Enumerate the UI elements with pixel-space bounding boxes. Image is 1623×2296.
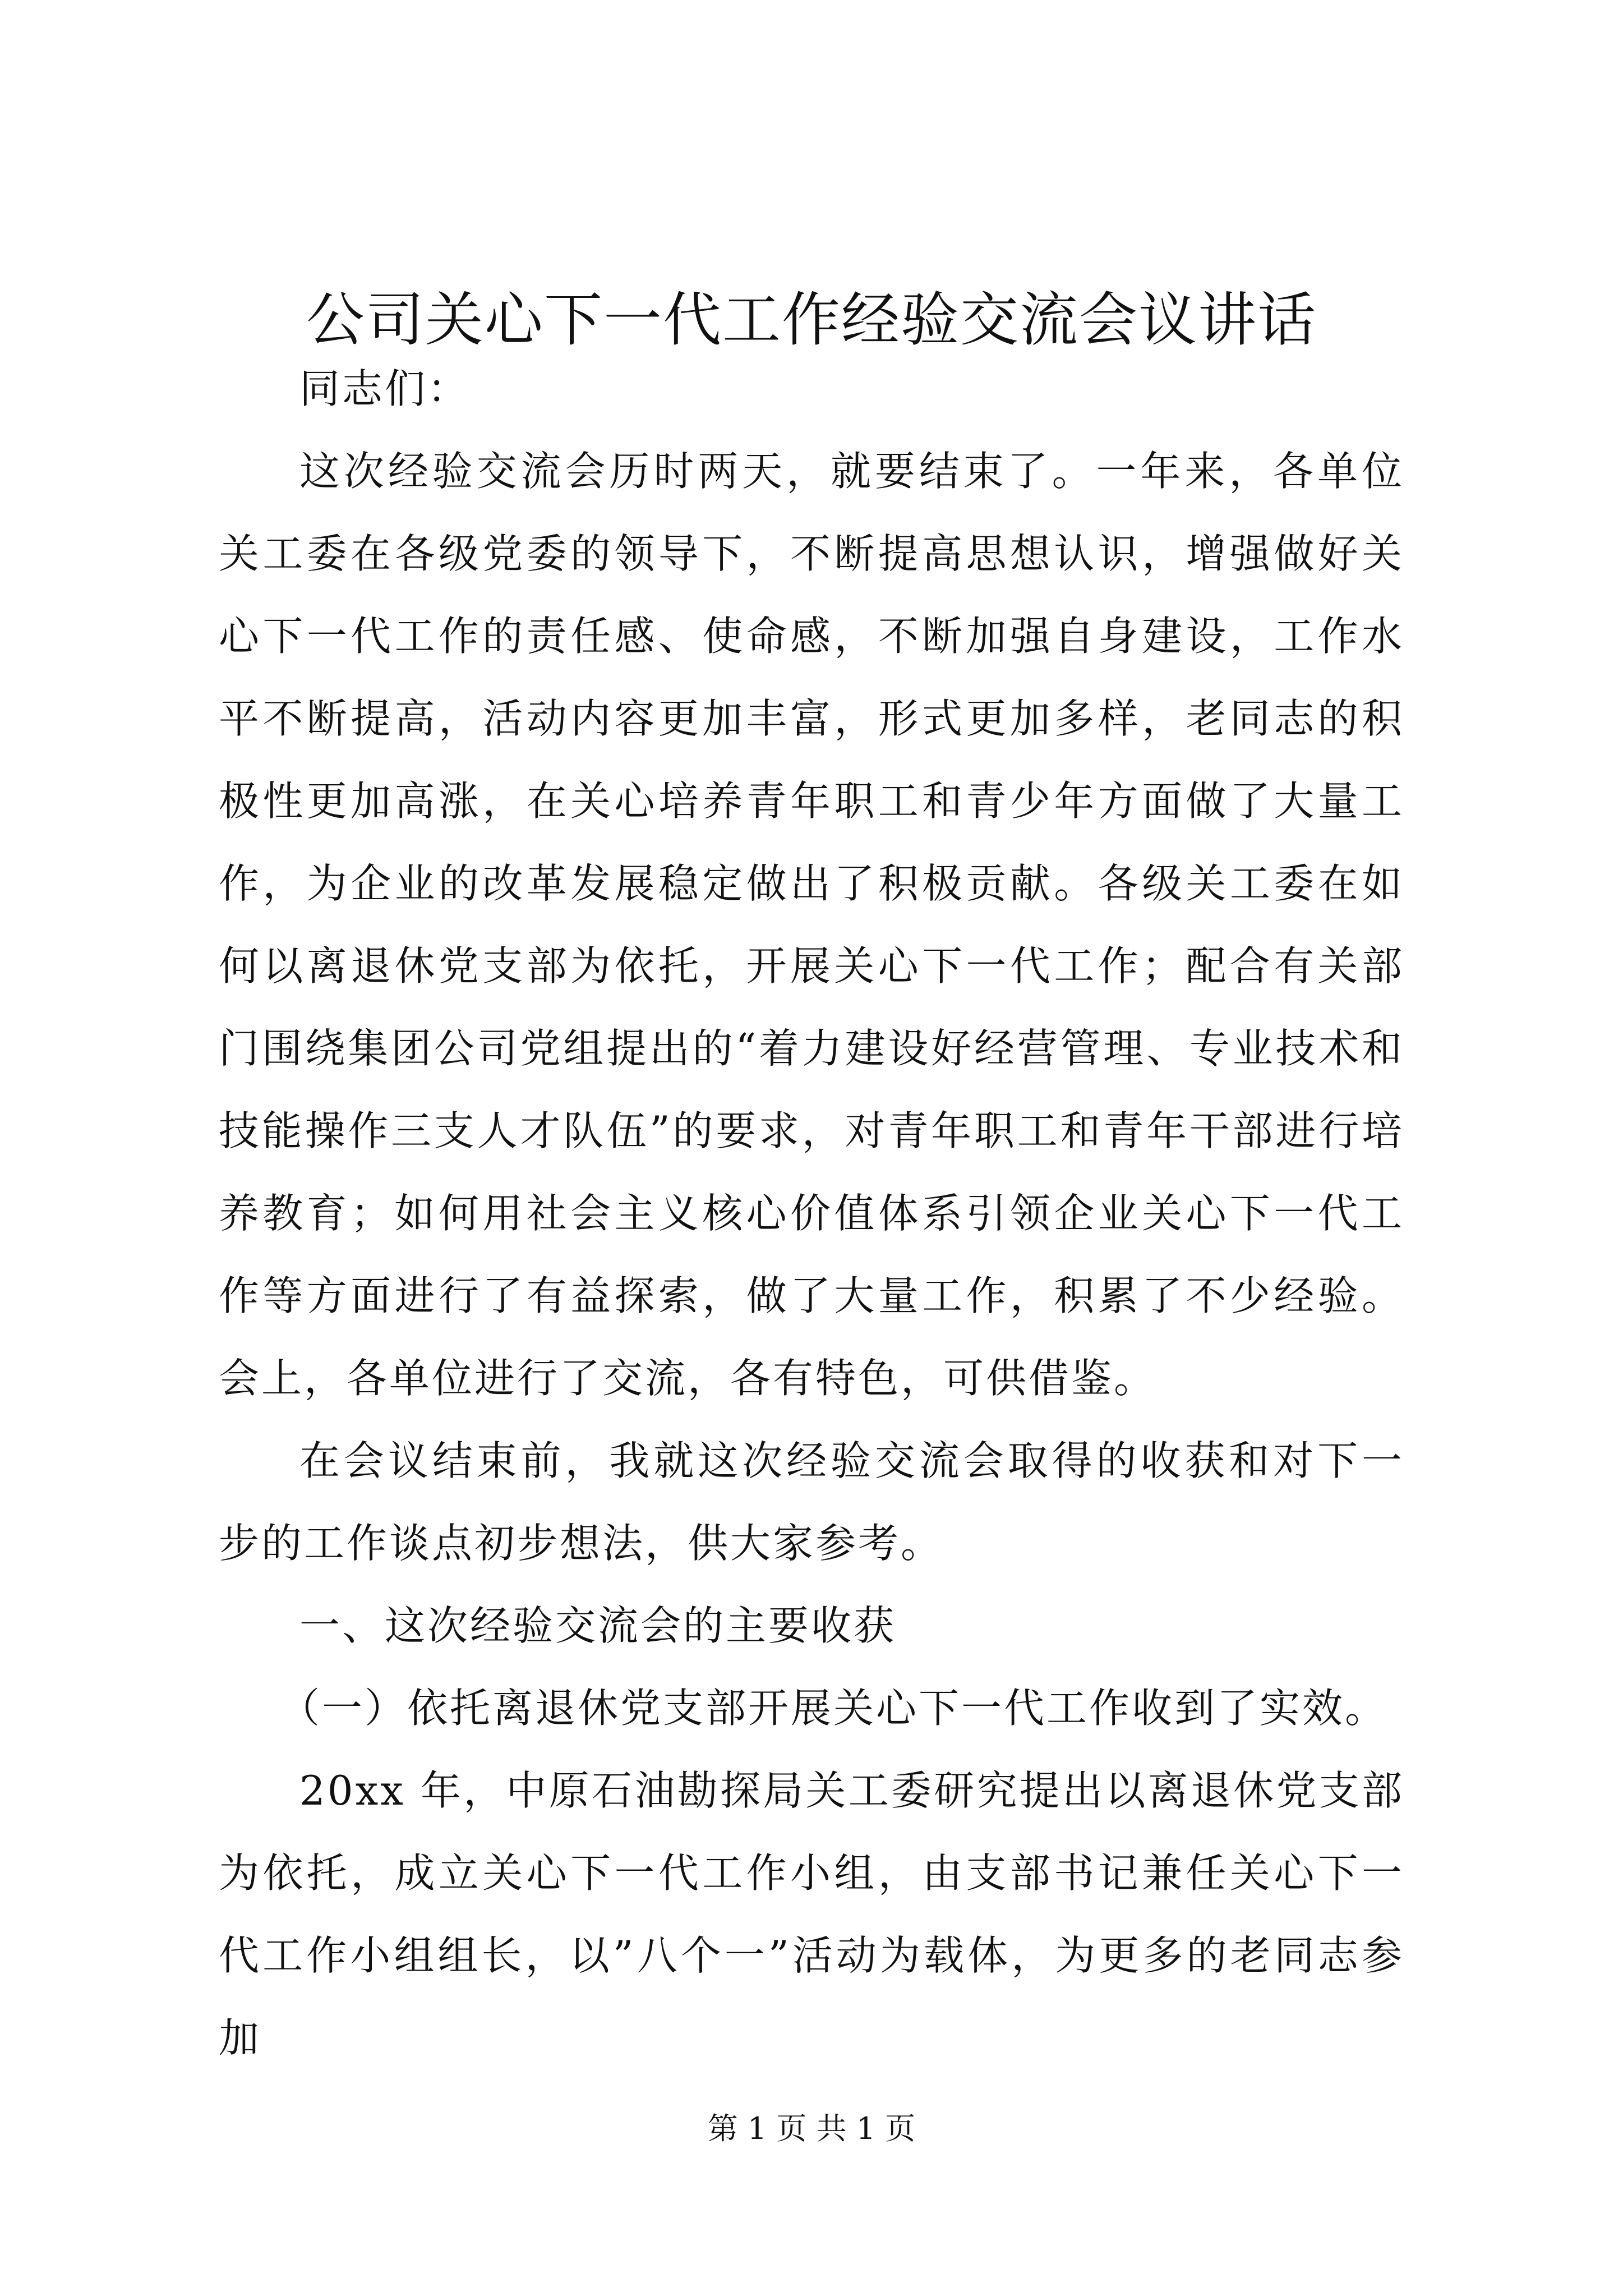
subsection-paragraph-1: 20xx 年，中原石油勘探局关工委研究提出以离退休党支部为依托，成立关心下一代工作小组，由支部书记兼任关心下一代工作小组组长，以”八个一”活动为载体，为更多的老同志参加	[219, 1767, 1404, 2062]
intro-paragraph: 这次经验交流会历时两天，就要结束了。一年来，各单位关工委在各级党委的领导下，不断提高思想认识，增强做好关心下一代工作的责任感、使命感，不断加强自身建设，工作水平不断提高，活动内容更加丰富，形式更加多样，老同志的积极性更加高涨，在关心培养青年职工和青少年方面做了大量工作，为企业的改革发展稳定做出了积极贡献。各级关工委在如何以离退休党支部为依托，开展关心下一代工作；配合有关部门围绕集团公司党组提出的“着力建设好经营管理、专业技术和技能操作三支人才队伍”的要求，对青年职工和青年干部进行培养教育；如何用社会主义核心价值体系引领企业关心下一代工作等方面进行了有益探索，做了大量工作，积累了不少经验。会上，各单位进行了交流，各有特色，可供借鉴。	[219, 448, 1404, 1402]
document-title: 公司关心下一代工作经验交流会议讲话	[306, 286, 1317, 354]
document-body	[219, 348, 1404, 2079]
salutation-paragraph: 同志们：	[299, 365, 471, 412]
subsection-heading-1: （一）依托离退休党支部开展关心下一代工作收到了实效。	[279, 1685, 1388, 1732]
closing-remarks-paragraph: 在会议结束前，我就这次经验交流会取得的收获和对下一步的工作谈点初步想法，供大家参考。	[219, 1437, 1404, 1567]
section-heading-1: 一、这次经验交流会的主要收获	[299, 1602, 897, 1649]
page-footer: 第 1 页 共 1 页	[707, 2111, 916, 2146]
